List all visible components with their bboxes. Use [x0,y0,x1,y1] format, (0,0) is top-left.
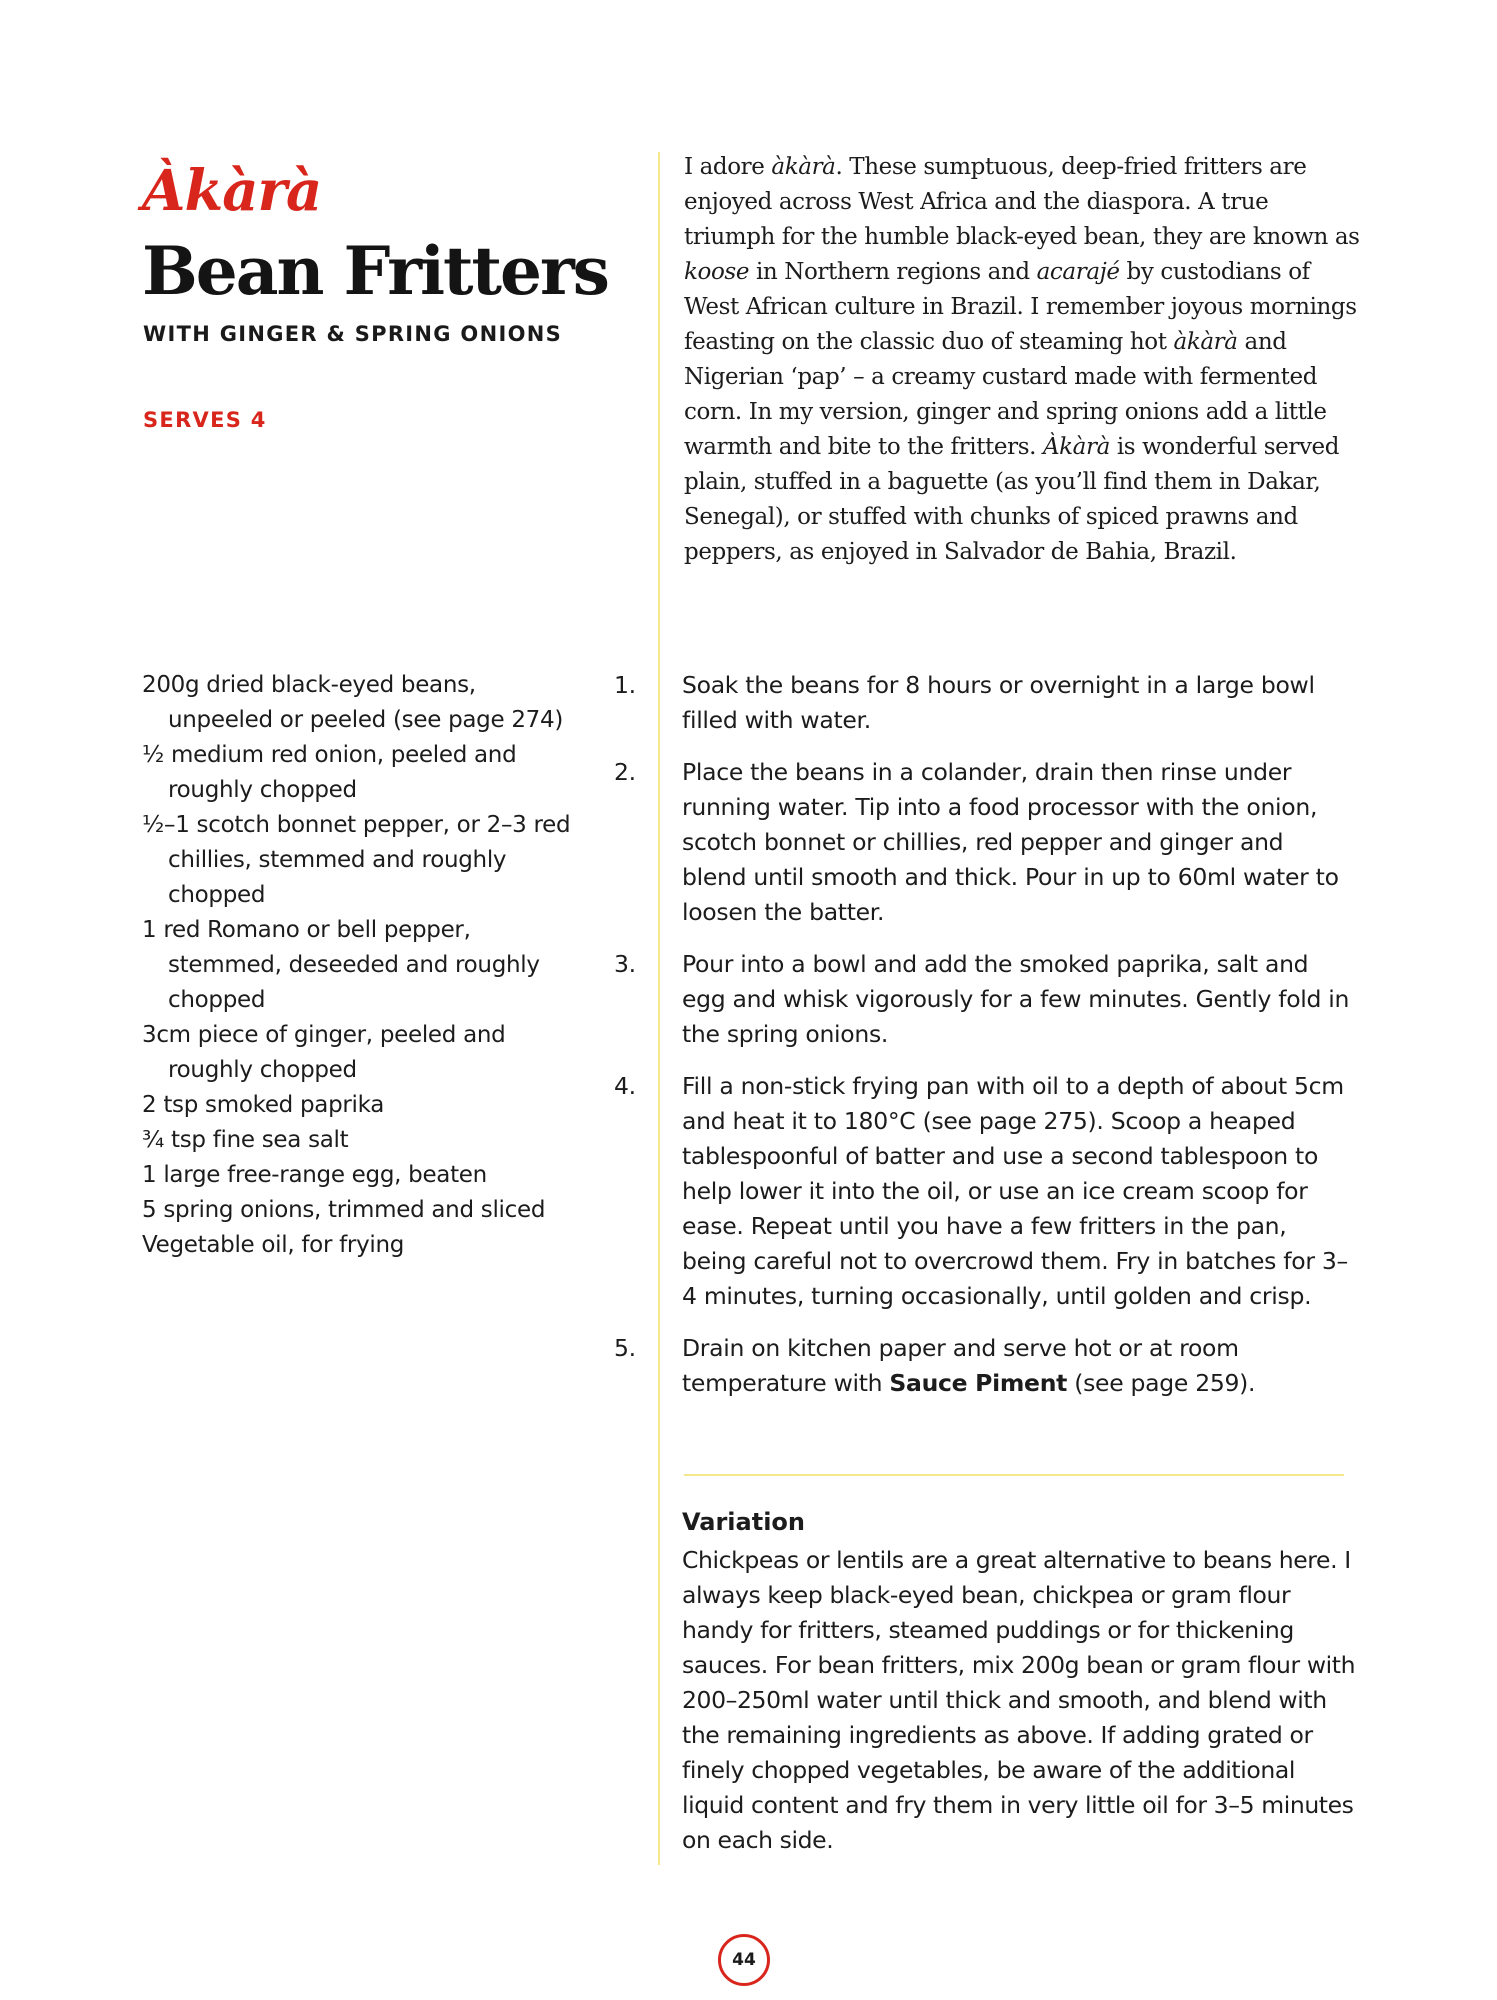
intro-text-segment: and Nigerian ‘pap’ – a creamy custard made with fermented corn. In my version, ginger and spring onions add a little warmth and bite to the fritters. [684,329,1327,460]
intro-italic-term: àkàrà [771,154,836,180]
step-text: Drain on kitchen paper and serve hot or at room temperature with [682,1334,1239,1397]
intro-text-segment: I adore [684,154,772,180]
method-steps [614,668,1354,1418]
ingredient-item: 3cm piece of ginger, peeled and roughly chopped [142,1022,506,1083]
step-number: 5. [614,1334,636,1362]
ingredient-item: ¾ tsp fine sea salt [142,1127,349,1153]
recipe-native-title: Àkàrà [142,158,322,224]
step-number: 4. [614,1072,636,1100]
recipe-subtitle: WITH GINGER & SPRING ONIONS [143,322,563,346]
intro-text-segment: is wonderful served plain, stuffed in a baguette (as you’ll find them in Dakar, Senegal), or stuffed with chunks of spiced prawns and peppers, as enjoyed in Salvador de Bahia, Brazil. [684,434,1340,565]
ingredient-item: 1 large free-range egg, beaten [142,1162,487,1188]
method-step [614,1331,1354,1401]
ingredient-item: 5 spring onions, trimmed and sliced [142,1197,546,1223]
intro-text-segment: by custodians of West African culture in Brazil. I remember joyous mornings feasting on the classic duo of steaming hot [684,259,1357,355]
ingredient-item: 2 tsp smoked paprika [142,1092,385,1118]
page-number-badge [718,1934,770,1986]
variation-heading: Variation [682,1508,805,1536]
ingredient-item: Vegetable oil, for frying [142,1232,405,1258]
section-rule [684,1474,1344,1476]
method-step [614,1069,1354,1314]
ingredient-item: 1 red Romano or bell pepper, stemmed, deseeded and roughly chopped [142,917,540,1013]
step-text: (see page 259). [1067,1369,1256,1397]
intro-paragraph [684,150,1364,570]
ingredient-item: 200g dried black-eyed beans, unpeeled or peeled (see page 274) [142,672,563,733]
step-number: 3. [614,950,636,978]
ingredient-item: ½ medium red onion, peeled and roughly chopped [142,742,517,803]
intro-italic-term: àkàrà [1173,329,1238,355]
intro-text-segment: . These sumptuous, deep-fried fritters are enjoyed across West Africa and the diaspora. A true triumph for the humble black-eyed bean, they are known as [684,154,1360,250]
intro-text-segment: in Northern regions and [749,259,1037,285]
recipe-title: Bean Fritters [142,232,608,310]
step-number: 2. [614,758,636,786]
step-text: Soak the beans for 8 hours or overnight in a large bowl filled with water. [682,671,1315,734]
step-text: Place the beans in a colander, drain then rinse under running water. Tip into a food processor with the onion, scotch bonnet or chillies, red pepper and ginger and blend until smooth and thick. Pour in up to 60ml water to loosen the batter. [682,758,1339,926]
intro-italic-term: Àkàrà [1042,434,1110,460]
serves-label: SERVES 4 [143,408,267,432]
ingredient-list [142,668,582,1263]
method-step [614,947,1354,1052]
step-text: Fill a non-stick frying pan with oil to a depth of about 5cm and heat it to 180°C (see page 275). Scoop a heaped tablespoonful of batter and use a second tablespoon to help lower it into the oil, or use an ice cream scoop for ease. Repeat until you have a few fritters in the pan, being careful not to overcrowd them. Fry in batches for 3–4 minutes, turning occasionally, until golden and crisp. [682,1072,1348,1310]
step-number: 1. [614,671,636,699]
intro-italic-term: koose [684,259,750,285]
ingredient-item: ½–1 scotch bonnet pepper, or 2–3 red chillies, stemmed and roughly chopped [142,812,571,908]
step-text: Pour into a bowl and add the smoked paprika, salt and egg and whisk vigorously for a few minutes. Gently fold in the spring onions. [682,950,1350,1048]
page-number: 44 [732,1950,756,1970]
method-step [614,668,1354,738]
step-cross-reference: Sauce Piment [889,1369,1068,1397]
intro-italic-term: acarajé [1036,259,1120,285]
variation-text: Chickpeas or lentils are a great alternative to beans here. I always keep black-eyed bean, chickpea or gram flour handy for fritters, steamed puddings or for thickening sauces. For bean fritters, mix 200g bean or gram flour with 200–250ml water until thick and smooth, and blend with the remaining ingredients as above. If adding grated or finely chopped vegetables, be aware of the additional liquid content and fry them in very little oil for 3–5 minutes on each side. [682,1546,1356,1854]
method-step [614,755,1354,930]
